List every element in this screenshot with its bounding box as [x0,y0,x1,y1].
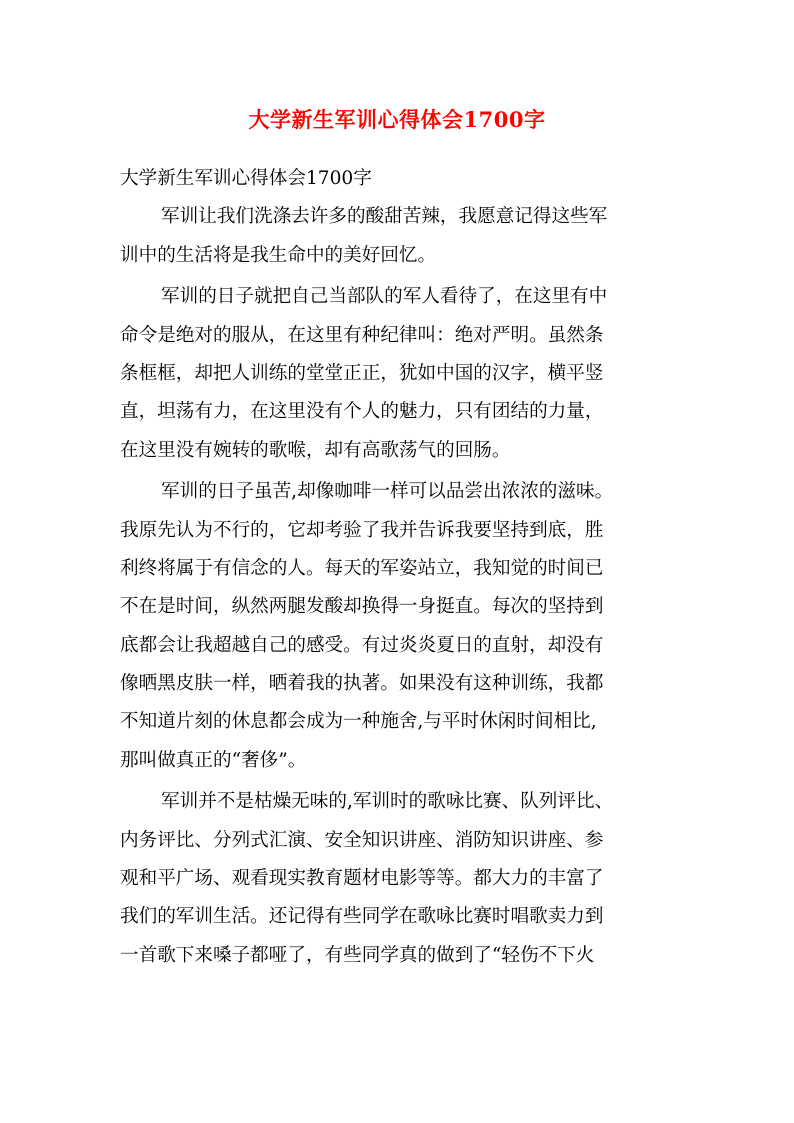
text-line: 我们的军训生活。还记得有些同学在歌咏比赛时唱歌卖力到 [120,906,604,928]
text-line: 军训让我们洗涤去许多的酸甜苦辣，我愿意记得这些军 [161,206,608,228]
text-line: 一首歌下来嗓子都哑了，有些同学真的做到了“轻伤不下火 [120,944,595,966]
text-line: 命令是绝对的服从，在这里有种纪律叫：绝对严明。虽然条 [120,324,604,346]
text-line: 利终将属于有信念的人。每天的军姿站立，我知觉的时间已 [120,557,604,579]
text-line: 军训的日子虽苦,却像咖啡一样可以品尝出浓浓的滋味。 [161,481,614,503]
text-line: 直，坦荡有力，在这里没有个人的魅力，只有团结的力量， [120,401,604,423]
paragraph [120,473,680,780]
text-line: 像晒黑皮肤一样，晒着我的执著。如果没有这种训练，我都 [120,673,604,695]
paragraph [120,783,680,975]
text-line: 不在是时间，纵然两腿发酸却换得一身挺直。每次的坚持到 [120,596,604,618]
text-line: 在这里没有婉转的歌喉，却有高歌荡气的回肠。 [120,439,511,461]
text-line: 训中的生活将是我生命中的美好回忆。 [120,244,437,266]
paragraph [120,278,680,470]
document-subtitle: 大学新生军训心得体会1700字 [120,168,372,189]
text-line: 条框框，却把人训练的堂堂正正，犹如中国的汉字，横平竖 [120,362,604,384]
text-line: 不知道片刻的休息都会成为一种施舍,与平时休闲时间相比, [120,711,597,733]
text-line: 那叫做真正的“奢侈”。 [120,749,307,771]
text-line: 我原先认为不行的，它却考验了我并告诉我要坚持到底，胜 [120,519,604,541]
paragraph [120,198,680,275]
text-line: 军训并不是枯燥无味的,军训时的歌咏比赛、队列评比、 [161,791,614,813]
text-line: 底都会让我超越自己的感受。有过炎炎夏日的直射，却没有 [120,634,604,656]
text-line: 军训的日子就把自己当部队的军人看待了，在这里有中 [161,286,608,308]
text-line: 内务评比、分列式汇演、安全知识讲座、消防知识讲座、参 [120,829,604,851]
document-title: 大学新生军训心得体会1700字 [248,107,546,132]
document-body [120,160,680,978]
text-line: 观和平广场、观看现实教育题材电影等等。都大力的丰富了 [120,868,604,890]
